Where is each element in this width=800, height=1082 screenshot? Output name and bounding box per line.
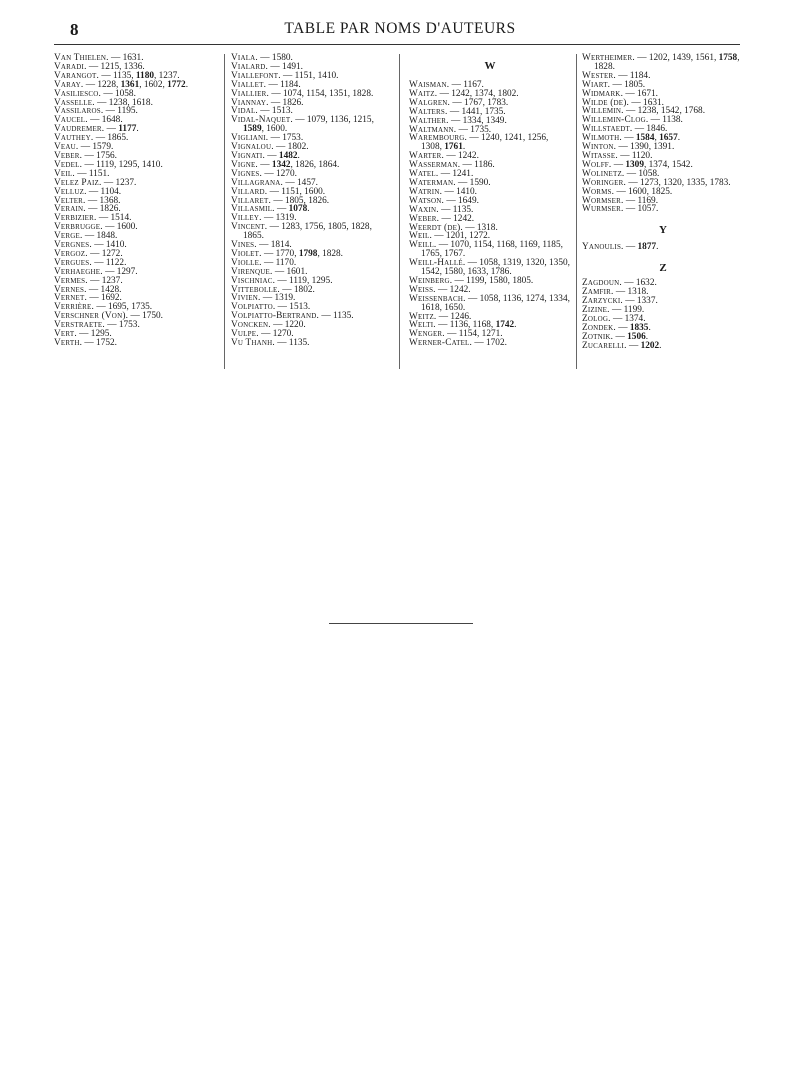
page-references: — 1491. [268, 61, 303, 72]
page-references: — 1058. [101, 88, 136, 99]
page-references: — 1848. [82, 231, 118, 242]
page-reference-bold: 1877 [637, 242, 657, 253]
page-references: — 1135, [99, 70, 136, 81]
author-name: Verhaeghe. [54, 266, 103, 277]
author-name: Watson. [409, 195, 445, 206]
page-references: — 1138. [648, 115, 683, 126]
page-references: — 1319. [260, 293, 296, 304]
page-reference-bold: 1758 [718, 53, 738, 63]
author-name: Vidal. [231, 106, 258, 117]
page-references: — 1648. [87, 115, 123, 126]
page-references: — 1202, 1439, 1561, [634, 53, 719, 63]
page-references: — 1228, [83, 79, 121, 90]
page-references: — 1334, 1349. [448, 115, 507, 126]
author-name: Warembourg. [409, 133, 468, 144]
page-references: — 1767, 1783. [450, 97, 509, 108]
author-name: Villasmil. [231, 204, 275, 215]
author-name: Weitz. [409, 311, 437, 322]
author-name: Vialard. [231, 61, 269, 72]
author-name: Verth. [54, 338, 83, 348]
page-references: — 1753. [268, 133, 304, 144]
author-name: Zolog. [582, 313, 611, 324]
page-reference-bold: 1506 [627, 331, 646, 342]
index-column-2 [231, 54, 391, 348]
page-references: — 1802. [273, 142, 309, 153]
author-name: Weiss. [409, 284, 436, 295]
author-name: Vaucel. [54, 115, 88, 126]
page-references: — 1631. [629, 97, 664, 108]
author-name: Weill-Hallé. [409, 258, 466, 269]
author-name: Wolff. [582, 159, 612, 170]
author-name: Zotnik. [582, 331, 614, 342]
page-references: — [623, 242, 638, 253]
page-references: — 1242. [439, 213, 475, 224]
author-name: Vergues. [54, 257, 92, 268]
author-name: Wolinetz. [582, 168, 625, 179]
author-name: Viannay. [231, 97, 269, 108]
page-references: — 1201, 1272. [431, 231, 491, 242]
page-references: — 1735. [456, 124, 492, 135]
page-references: . [659, 340, 662, 351]
page-references: — 1319. [261, 213, 297, 224]
index-column-3 [409, 54, 571, 348]
page-references: — 1136, 1168, [435, 320, 496, 331]
page-reference-bold: 1657 [659, 133, 678, 144]
author-name: Vermes. [54, 275, 88, 286]
page-references: . [514, 320, 517, 331]
page-references: — 1513. [275, 302, 311, 313]
index-entry [231, 116, 391, 134]
page-references: — [611, 159, 626, 170]
author-name: Weil. [409, 231, 432, 242]
author-name: Verstraete. [54, 320, 105, 331]
author-name: Vivien. [231, 293, 261, 304]
author-name: Varangot. [54, 70, 100, 81]
author-name: Weerdt (de). [409, 222, 463, 233]
index-entry [54, 339, 218, 348]
page-references: — 1074, 1154, 1351, 1828. [269, 88, 374, 99]
author-name: Zizine. [582, 304, 610, 315]
author-name: Veber. [54, 150, 83, 161]
author-name: Verbizier. [54, 213, 97, 224]
page-reference-bold: 1584 [635, 133, 655, 144]
page-references: — 1122. [91, 257, 127, 268]
page-references: — 1756. [82, 150, 118, 161]
page-references: — 1513. [257, 106, 293, 117]
page-references: — 1135. [274, 338, 310, 348]
page-references: — 1600. [102, 222, 138, 233]
author-name: Viala. [231, 53, 258, 63]
page-references: — 1119, 1295. [275, 275, 333, 286]
author-name: Vignati. [231, 150, 265, 161]
page-references: — 1058, 1319, 1320, 1350, 1542, 1580, 1633, 1786. [421, 258, 570, 278]
page-reference-bold: 1078 [288, 204, 308, 215]
index-entry [409, 134, 571, 152]
page-references: — 1374. [610, 313, 646, 324]
page-references: — 1199. [609, 304, 645, 315]
page-references: , 1600. [261, 124, 288, 135]
author-name: Wasserman. [409, 160, 461, 171]
author-name: Volpiatto-Bertrand. [231, 311, 320, 322]
author-name: Verrière. [54, 302, 95, 313]
author-name: Vulpe. [231, 329, 259, 340]
page-references: — 1195. [103, 106, 138, 117]
author-name: Verschner (Von). [54, 311, 129, 322]
page-references: — 1846. [632, 124, 668, 135]
page-references: — 1802. [279, 284, 315, 295]
author-name: Villard. [231, 186, 268, 197]
page-references: — 1215, 1336. [86, 61, 145, 72]
author-name: Vignes. [231, 168, 263, 179]
page-references: — 1186. [460, 160, 495, 171]
author-name: Worms. [582, 186, 615, 197]
page-references: — 1753. [104, 320, 140, 331]
author-name: Vergnes. [54, 240, 92, 251]
page-references: — 1070, 1154, 1168, 1169, 1185, 1765, 1767. [421, 240, 563, 260]
page-references: — 1295. [76, 329, 112, 340]
page-reference-bold: 1798 [298, 248, 318, 259]
author-name: Watel. [409, 169, 439, 180]
author-name: Waxin. [409, 204, 439, 215]
author-name: Velter. [54, 195, 86, 206]
page-references: — 1104. [86, 186, 122, 197]
author-name: Vignalou. [231, 142, 274, 153]
page-references: — 1135. [438, 204, 474, 215]
index-entry [409, 295, 571, 313]
page-references: — 1390, 1391. [616, 142, 675, 153]
page-references: — 1240, 1241, 1256, 1308, [421, 133, 549, 153]
page-references: — 1441, 1735. [447, 106, 506, 117]
index-entry [582, 243, 744, 252]
page-references: — 1601. [272, 266, 308, 277]
page-references: — 1695, 1735. [94, 302, 153, 313]
author-name: Wenger. [409, 329, 445, 340]
page-reference-bold: 1589 [243, 124, 262, 135]
author-name: Vidal-Naquet. [231, 115, 293, 126]
page-references: — 1237. [87, 275, 123, 286]
author-name: Willstaedt. [582, 124, 633, 135]
author-name: Waisman. [409, 80, 450, 90]
page-references: — 1270. [258, 329, 294, 340]
author-name: Wormser. [582, 195, 624, 206]
page-references: — 1270. [262, 168, 297, 179]
page-references: . [136, 124, 139, 135]
page-references: — 1318. [462, 222, 498, 233]
author-name: Veau. [54, 142, 79, 153]
author-name: Welti. [409, 320, 436, 331]
page-references: — 1770, [261, 248, 299, 259]
author-name: Zucarelli. [582, 340, 627, 351]
page-references: — 1457. [283, 177, 318, 188]
page-references: — 1671. [623, 88, 658, 99]
author-name: Verain. [54, 204, 86, 215]
page-references: — 1428. [86, 284, 122, 295]
author-name: Van Thielen. [54, 53, 109, 63]
page-references: — 1242. [444, 151, 479, 162]
page-references: — 1184. [266, 79, 301, 90]
page-references: — [257, 159, 272, 170]
page-references: — 1580. [257, 53, 293, 63]
page-references: — 1169. [623, 195, 659, 206]
page-references: — 1814. [256, 240, 292, 251]
page-references: — 1238, 1618. [94, 97, 153, 108]
page-reference-bold: 1482 [278, 150, 298, 161]
page-reference-bold: 1309 [625, 159, 644, 170]
page-references: . [185, 79, 189, 90]
page-references: — [626, 340, 641, 351]
author-name: Vaudremer. [54, 124, 105, 135]
author-name: Viallier. [231, 88, 270, 99]
page-references: — 1579. [78, 142, 114, 153]
page-references: — 1120. [617, 150, 653, 161]
page-references: — 1079, 1136, 1215, [292, 115, 374, 126]
section-letter: Z [659, 262, 667, 275]
author-name: Vasiliesco. [54, 88, 102, 99]
author-name: Weissenbach. [409, 293, 466, 304]
author-name: Willemin-Clog. [582, 115, 649, 126]
author-name: Vischniac. [231, 275, 276, 286]
author-name: Weber. [409, 213, 440, 224]
page-references: — 1170. [261, 257, 297, 268]
page-references: — 1368. [85, 195, 121, 206]
author-name: Vines. [231, 240, 257, 251]
page-references: , 1237. [154, 70, 180, 81]
author-name: Weill. [409, 240, 437, 251]
page-references: — 1154, 1271. [444, 329, 503, 340]
end-rule [329, 623, 473, 624]
author-name: Vu Thanh. [231, 338, 275, 348]
author-name: Varadi. [54, 61, 87, 72]
page-references: — 1199, 1580, 1805. [452, 275, 534, 286]
author-name: Villey. [231, 213, 262, 224]
author-name: Vergoz. [54, 248, 88, 259]
page-references: — 1750. [128, 311, 164, 322]
page-references: — 1242, 1374, 1802. [437, 88, 519, 99]
index-entry [582, 54, 744, 72]
author-name: Waitz. [409, 88, 438, 99]
author-name: Zagdoun. [582, 278, 622, 289]
column-separator [399, 54, 400, 369]
author-name: Virenque. [231, 266, 273, 277]
author-name: Velez Paiz. [54, 177, 102, 188]
author-name: Wester. [582, 70, 616, 81]
page-references: — 1826. [268, 97, 304, 108]
index-entry [409, 241, 571, 259]
author-name: Werner-Catel. [409, 338, 473, 349]
page-references: — 1237. [101, 177, 137, 188]
page-references: — 1246. [436, 311, 472, 322]
page-reference-bold: 1361 [120, 79, 140, 90]
page-references: . [462, 142, 466, 153]
author-name: Zamfir. [582, 287, 614, 298]
page-references: — 1238, 1542, 1768. [623, 106, 706, 117]
page-references: — [615, 322, 630, 333]
page-references: — 1318. [613, 287, 649, 298]
page-references: — 1702. [472, 338, 507, 349]
page-references: . [297, 150, 300, 161]
author-name: Velluz. [54, 186, 87, 197]
page-reference-bold: 1761 [444, 142, 463, 153]
author-name: Watrin. [409, 186, 443, 197]
page-references: , 1602, [139, 79, 168, 90]
page-references: — 1752. [82, 338, 117, 348]
author-name: Wertheimer. [582, 53, 635, 63]
page-number: 8 [70, 20, 79, 39]
page-references: — 1337. [622, 296, 658, 307]
author-name: Varay. [54, 79, 84, 90]
page-references: , 1826, 1864. [290, 159, 340, 170]
page-references: — 1826. [85, 204, 121, 215]
author-name: Widmark. [582, 88, 624, 99]
author-name: Wilde (de). [582, 97, 630, 108]
page-references: — 1272. [87, 248, 123, 259]
page-references: , [654, 133, 660, 144]
author-name: Wiart. [582, 79, 611, 90]
page-references: — 1241. [438, 169, 474, 180]
author-name: Wurmser. [582, 204, 624, 215]
page-references: — [613, 331, 628, 342]
author-name: Vigliani. [231, 133, 269, 144]
page-reference-bold: 1835 [629, 322, 649, 333]
author-name: Vasselle. [54, 97, 95, 108]
page-references: — 1590. [455, 177, 491, 188]
page-references: — 1649. [444, 195, 479, 206]
page-references: . [307, 204, 310, 215]
author-name: Vert. [54, 329, 77, 340]
page-references: — 1805. [610, 79, 646, 90]
page-reference-bold: 1772 [167, 79, 186, 90]
page-references: — 1184. [615, 70, 651, 81]
page-references: — 1410. [91, 240, 127, 251]
author-name: Winton. [582, 142, 617, 153]
page-references: . [645, 331, 649, 342]
page-references: — 1283, 1756, 1805, 1828, 1865. [243, 222, 372, 242]
author-name: Weinberg. [409, 275, 453, 286]
page-references: — [104, 124, 119, 135]
page-reference-bold: 1202 [640, 340, 660, 351]
page-references: — 1297. [102, 266, 138, 277]
page-references: — [621, 133, 636, 144]
author-name: Vedel. [54, 159, 83, 170]
author-name: Warter. [409, 151, 445, 162]
page-references: — 1600, 1825. [614, 186, 673, 197]
page-references: — 1632. [621, 278, 657, 289]
page-references: — 1058. [624, 168, 660, 179]
author-name: Voncken. [231, 320, 271, 331]
page-references: — 1220. [270, 320, 306, 331]
author-name: Veil. [54, 168, 75, 179]
author-name: Viallefont. [231, 70, 281, 81]
author-name: Yanoulis. [582, 242, 624, 253]
author-name: Witasse. [582, 150, 618, 161]
author-name: Violet. [231, 248, 262, 259]
column-separator [224, 54, 225, 369]
page-references: — 1410. [442, 186, 477, 197]
author-name: Viallet. [231, 79, 267, 90]
author-name: Villaret. [231, 195, 271, 206]
page-reference-bold: 1177 [118, 124, 137, 135]
index-column-4 [582, 54, 744, 350]
page-references: — 1692. [87, 293, 122, 304]
page-references: — 1631. [108, 53, 144, 63]
index-entry [231, 223, 391, 241]
page-reference-bold: 1180 [135, 70, 154, 81]
author-name: Vigne. [231, 159, 258, 170]
page-references: — 1119, 1295, 1410. [82, 159, 163, 170]
page-references: , 1828. [594, 53, 740, 72]
page-references: . [648, 322, 651, 333]
page-references: , 1374, 1542. [643, 159, 693, 170]
page-references: — 1167. [449, 80, 484, 90]
author-name: Vauthey. [54, 133, 94, 144]
author-name: Woringer. [582, 177, 627, 188]
author-name: Verbrugge. [54, 222, 103, 233]
page-references: — 1151, 1410. [280, 70, 339, 81]
author-name: Zarzycki. [582, 296, 623, 307]
page-reference-bold: 1742 [495, 320, 515, 331]
index-entry [409, 339, 571, 348]
author-name: Vassilaros. [54, 106, 104, 117]
author-name: Wilmoth. [582, 133, 622, 144]
author-name: Violle. [231, 257, 262, 268]
page-references: . [656, 242, 659, 253]
index-entry [231, 339, 391, 348]
column-separator [576, 54, 577, 369]
author-name: Walgren. [409, 97, 451, 108]
page-title: TABLE PAR NOMS D'AUTEURS [284, 20, 516, 37]
index-entry [582, 205, 744, 214]
author-name: Verge. [54, 231, 83, 242]
page-references: — 1151. [74, 168, 110, 179]
page-references: — [264, 150, 279, 161]
author-name: Walther. [409, 115, 449, 126]
page-references: — 1058, 1136, 1274, 1334, 1618, 1650. [421, 293, 570, 313]
page-references: — 1865. [93, 133, 129, 144]
page-references: — 1805, 1826. [271, 195, 330, 206]
author-name: Willemin. [582, 106, 624, 117]
author-name: Zondek. [582, 322, 616, 333]
index-entry [582, 342, 744, 351]
page-references: — 1514. [96, 213, 132, 224]
page-references: — 1057. [623, 204, 659, 215]
section-letter: W [484, 60, 496, 72]
page-reference-bold: 1342 [271, 159, 291, 170]
author-name: Vincent. [231, 222, 268, 233]
author-name: Walters. [409, 106, 448, 117]
author-name: Vernet. [54, 293, 87, 304]
index-entry [409, 259, 571, 277]
page-references: . [677, 133, 681, 144]
page-references: — 1273, 1320, 1335, 1783. [626, 177, 731, 188]
author-name: Vittebolle. [231, 284, 280, 295]
author-name: Villagrana. [231, 177, 284, 188]
author-name: Waltmann. [409, 124, 457, 135]
page-references: — 1135. [319, 311, 354, 322]
index-column-1 [54, 54, 218, 348]
author-name: Vernes. [54, 284, 87, 295]
page-references: — 1151, 1600. [267, 186, 326, 197]
page-references: — [274, 204, 289, 215]
section-letter: Y [659, 224, 667, 237]
author-name: Volpiatto. [231, 302, 276, 313]
header-rule [54, 44, 740, 45]
page-references: — 1242. [435, 284, 471, 295]
page-references: , 1828. [317, 248, 344, 259]
author-name: Waterman. [409, 177, 456, 188]
